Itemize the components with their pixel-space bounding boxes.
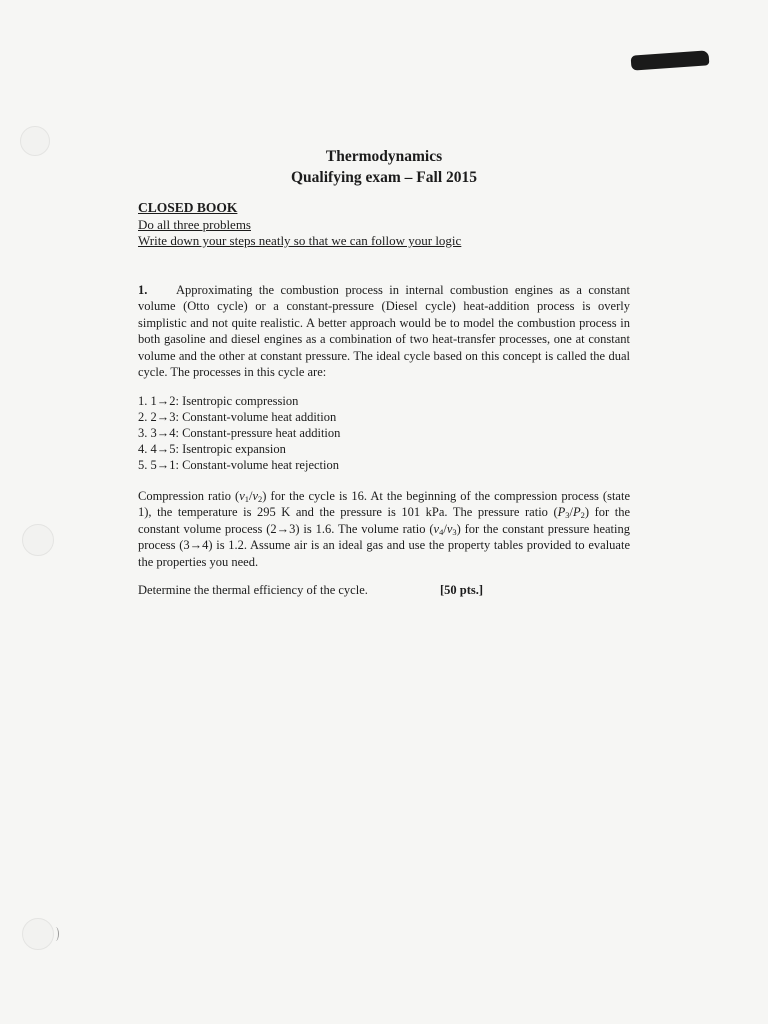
closed-book-notice: CLOSED BOOK — [138, 200, 238, 215]
symbol: v — [252, 489, 259, 503]
subscript: 3 — [565, 510, 570, 521]
problem-conditions — [138, 488, 630, 570]
subscript: 4 — [439, 526, 444, 537]
punch-hole-bottom — [22, 918, 54, 950]
redaction-mark — [631, 50, 710, 70]
symbol: v — [433, 521, 440, 536]
exam-name-title: Qualifying exam – Fall 2015 — [291, 169, 477, 186]
subscript: 2 — [580, 510, 585, 521]
symbol: v — [446, 521, 453, 536]
punch-hole-middle — [22, 524, 54, 556]
subscript: 3 — [452, 526, 457, 537]
subscript: 2 — [258, 494, 263, 504]
problem-number: 1. — [138, 283, 148, 297]
symbol: / — [249, 489, 253, 503]
list-item: 4. 4→5: Isentropic expansion — [138, 442, 286, 456]
symbol: v — [239, 489, 245, 503]
problem-intro-text: Approximating the combustion process in internal combustion engines as a constant volume (Otto cycle) or a constant-pressure (Diesel cycle) heat-addition process is overly simplistic and not quite realistic. A better approach would be to model the combustion process in both gasoline and diesel engines as a combination of two heat-transfer processes, one at constant volume and the other at constant pressure. The ideal cycle based on this concept is called the dual cycle. The processes in this cycle are: — [138, 283, 630, 380]
cycle-process-list — [138, 393, 340, 473]
problem-1-intro — [138, 282, 630, 380]
list-item: 3. 3→4: Constant-pressure heat addition — [138, 426, 341, 440]
problem-points: [50 pts.] — [440, 583, 484, 597]
list-item: 2. 2→3: Constant-volume heat addition — [138, 410, 337, 424]
problem-task: Determine the thermal efficiency of the cycle. — [138, 583, 368, 597]
instruction-line-1: Do all three problems — [138, 217, 251, 232]
instruction-line-2: Write down your steps neatly so that we can follow your logic — [138, 233, 462, 248]
list-item: 1. 1→2: Isentropic compression — [138, 394, 299, 408]
symbol: P — [557, 505, 566, 520]
symbol: / — [569, 505, 574, 520]
conditions-text: ) for the constant pressure heating process (3→4) is 1.2. Assume air is an ideal gas and use the property tables provided to evaluate the properties you need. — [138, 521, 631, 569]
conditions-text: ) for the cycle is 16. At the beginning of the compression process (state 1), the temperature is 295 K and the pressure is 101 kPa. The pressure ratio ( — [138, 489, 631, 520]
list-item: 5. 5→1: Constant-volume heat rejection — [138, 458, 339, 472]
exam-subject-title: Thermodynamics — [325, 148, 443, 165]
subscript: 1 — [244, 494, 249, 504]
symbol: P — [573, 505, 581, 520]
conditions-text: ) for the constant volume process (2→3) is 1.6. The volume ratio ( — [138, 505, 631, 536]
conditions-text: Compression ratio ( — [138, 489, 240, 503]
symbol: / — [443, 521, 447, 536]
